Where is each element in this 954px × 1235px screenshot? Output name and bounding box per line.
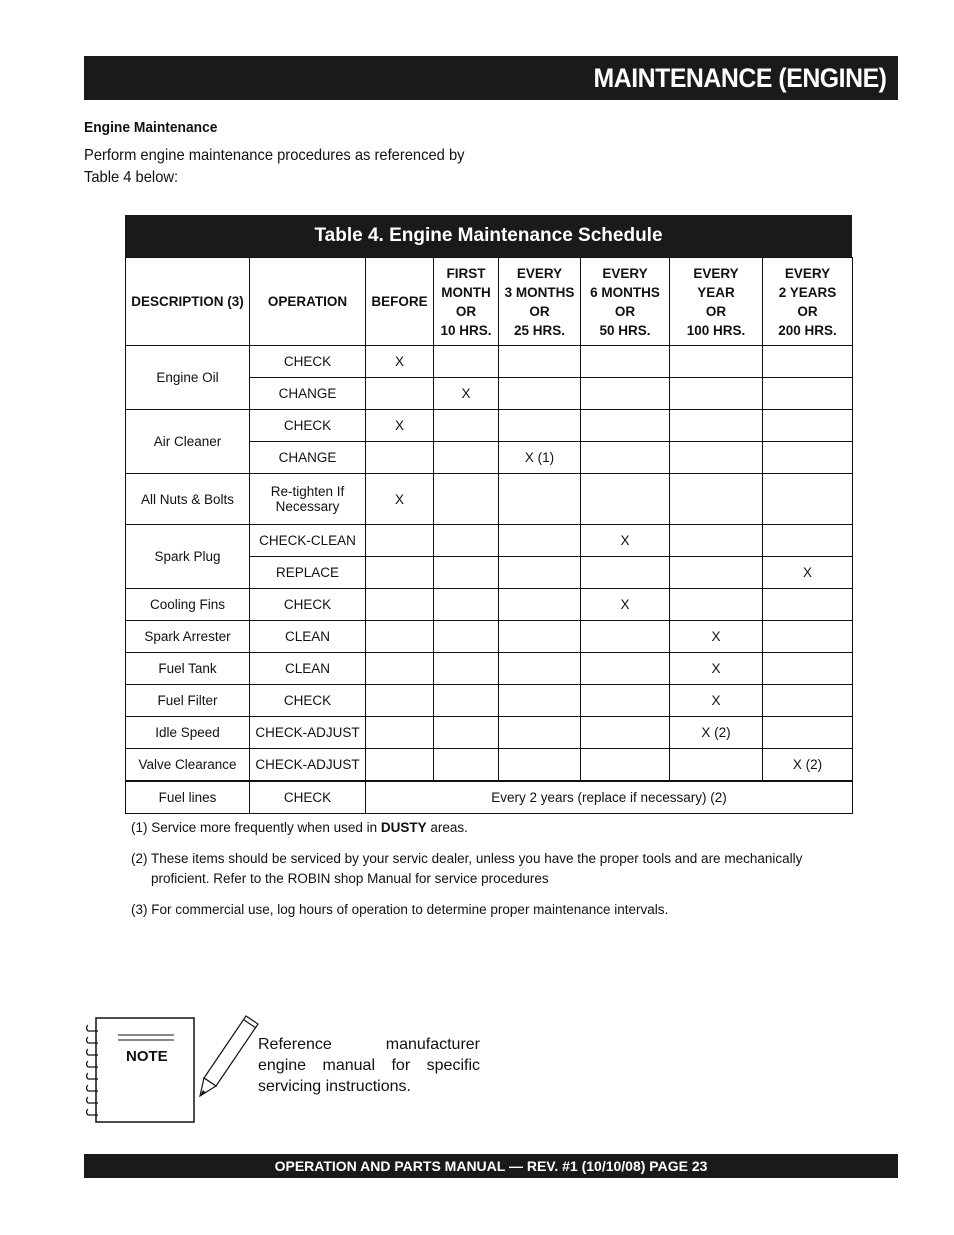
- intro-line-2: Table 4 below:: [84, 169, 179, 186]
- cell-mark: X (2): [670, 717, 763, 749]
- cell-mark: X: [763, 557, 853, 589]
- footnotes: [131, 818, 831, 931]
- col-header-every-6-months: EVERY 6 MONTHS OR 50 HRS.: [581, 258, 670, 346]
- cell-mark: X: [366, 474, 434, 525]
- cell-operation: REPLACE: [250, 557, 366, 589]
- footer-text: OPERATION AND PARTS MANUAL — REV. #1 (10/10/08) PAGE 23: [274, 1158, 708, 1174]
- footnote-2: (2) These items should be serviced by your servic dealer, unless you have the proper tools and are mechanically proficient. Refer to the ROBIN shop Manual for service procedures: [131, 851, 803, 886]
- col-header-every-2-years: EVERY 2 YEARS OR 200 HRS.: [763, 258, 853, 346]
- table-row: [126, 525, 853, 557]
- cell-mark: X (2): [763, 749, 853, 782]
- footnote-3: (3) For commercial use, log hours of operation to determine proper maintenance intervals.: [131, 902, 669, 917]
- cell-mark: X: [581, 589, 670, 621]
- footnote-1: (1) Service more frequently when used in DUSTY areas.: [131, 820, 468, 835]
- row-desc-nuts-bolts: All Nuts & Bolts: [126, 474, 250, 525]
- table-row: [126, 749, 853, 782]
- row-desc-spark-plug: Spark Plug: [126, 525, 250, 589]
- col-header-first-month: FIRST MONTH OR 10 HRS.: [434, 258, 499, 346]
- table-row: [126, 685, 853, 717]
- cell-mark: X: [434, 378, 499, 410]
- cell-operation: CHECK: [250, 346, 366, 378]
- page-title: MAINTENANCE (ENGINE): [592, 62, 886, 93]
- section-heading: Engine Maintenance: [84, 119, 218, 136]
- cell-mark: X: [366, 410, 434, 442]
- cell-mark: X: [670, 653, 763, 685]
- table-row: [126, 589, 853, 621]
- schedule-grid: [125, 257, 853, 814]
- cell-operation: CHECK: [250, 685, 366, 717]
- col-header-description: DESCRIPTION (3): [126, 258, 250, 346]
- table-row: [126, 346, 853, 378]
- note-text: Reference manufacturer engine manual for specific servicing instructions.: [258, 1036, 480, 1095]
- cell-operation: CHANGE: [250, 378, 366, 410]
- row-desc-cooling-fins: Cooling Fins: [126, 589, 250, 621]
- maintenance-table: [125, 215, 852, 814]
- cell-operation: CHECK-ADJUST: [250, 717, 366, 749]
- cell-operation: CHECK: [250, 410, 366, 442]
- intro-line-1: Perform engine maintenance procedures as referenced by: [84, 147, 465, 164]
- cell-mark: X: [366, 346, 434, 378]
- table-row: [126, 653, 853, 685]
- table-row: [126, 474, 853, 525]
- table-row: [126, 621, 853, 653]
- cell-mark: X: [581, 525, 670, 557]
- page-footer-bar: [84, 1154, 898, 1178]
- cell-operation: Re-tighten If Necessary: [250, 474, 366, 525]
- row-desc-fuel-lines: Fuel lines: [126, 781, 250, 814]
- row-desc-fuel-tank: Fuel Tank: [126, 653, 250, 685]
- col-header-every-year: EVERY YEAR OR 100 HRS.: [670, 258, 763, 346]
- cell-operation: CLEAN: [250, 621, 366, 653]
- row-desc-air-cleaner: Air Cleaner: [126, 410, 250, 474]
- header-row: [126, 258, 853, 346]
- row-desc-valve-clearance: Valve Clearance: [126, 749, 250, 782]
- pencil-icon: [196, 1012, 262, 1100]
- cell-operation: CHECK: [250, 589, 366, 621]
- table-row: [126, 781, 853, 814]
- col-header-before: BEFORE: [366, 258, 434, 346]
- table-row: [126, 410, 853, 442]
- col-header-operation: OPERATION: [250, 258, 366, 346]
- row-desc-spark-arrester: Spark Arrester: [126, 621, 250, 653]
- cell-mark: X: [670, 685, 763, 717]
- table-row: [126, 717, 853, 749]
- cell-operation: CHECK-ADJUST: [250, 749, 366, 782]
- cell-operation: CHECK-CLEAN: [250, 525, 366, 557]
- cell-operation: CHANGE: [250, 442, 366, 474]
- page-header-bar: [84, 56, 898, 100]
- cell-mark: X (1): [499, 442, 581, 474]
- cell-operation: CLEAN: [250, 653, 366, 685]
- cell-operation: CHECK: [250, 781, 366, 814]
- footnote-1-bold: DUSTY: [380, 820, 427, 835]
- note-label: NOTE: [126, 1048, 168, 1065]
- notebook-icon: [84, 1017, 196, 1123]
- table-title: Table 4. Engine Maintenance Schedule: [125, 215, 852, 257]
- row-desc-engine-oil: Engine Oil: [126, 346, 250, 410]
- col-header-every-3-months: EVERY 3 MONTHS OR 25 HRS.: [499, 258, 581, 346]
- intro-paragraph: [84, 145, 470, 189]
- row-desc-fuel-filter: Fuel Filter: [126, 685, 250, 717]
- cell-mark: X: [670, 621, 763, 653]
- cell-span-note: Every 2 years (replace if necessary) (2): [366, 781, 853, 814]
- row-desc-idle-speed: Idle Speed: [126, 717, 250, 749]
